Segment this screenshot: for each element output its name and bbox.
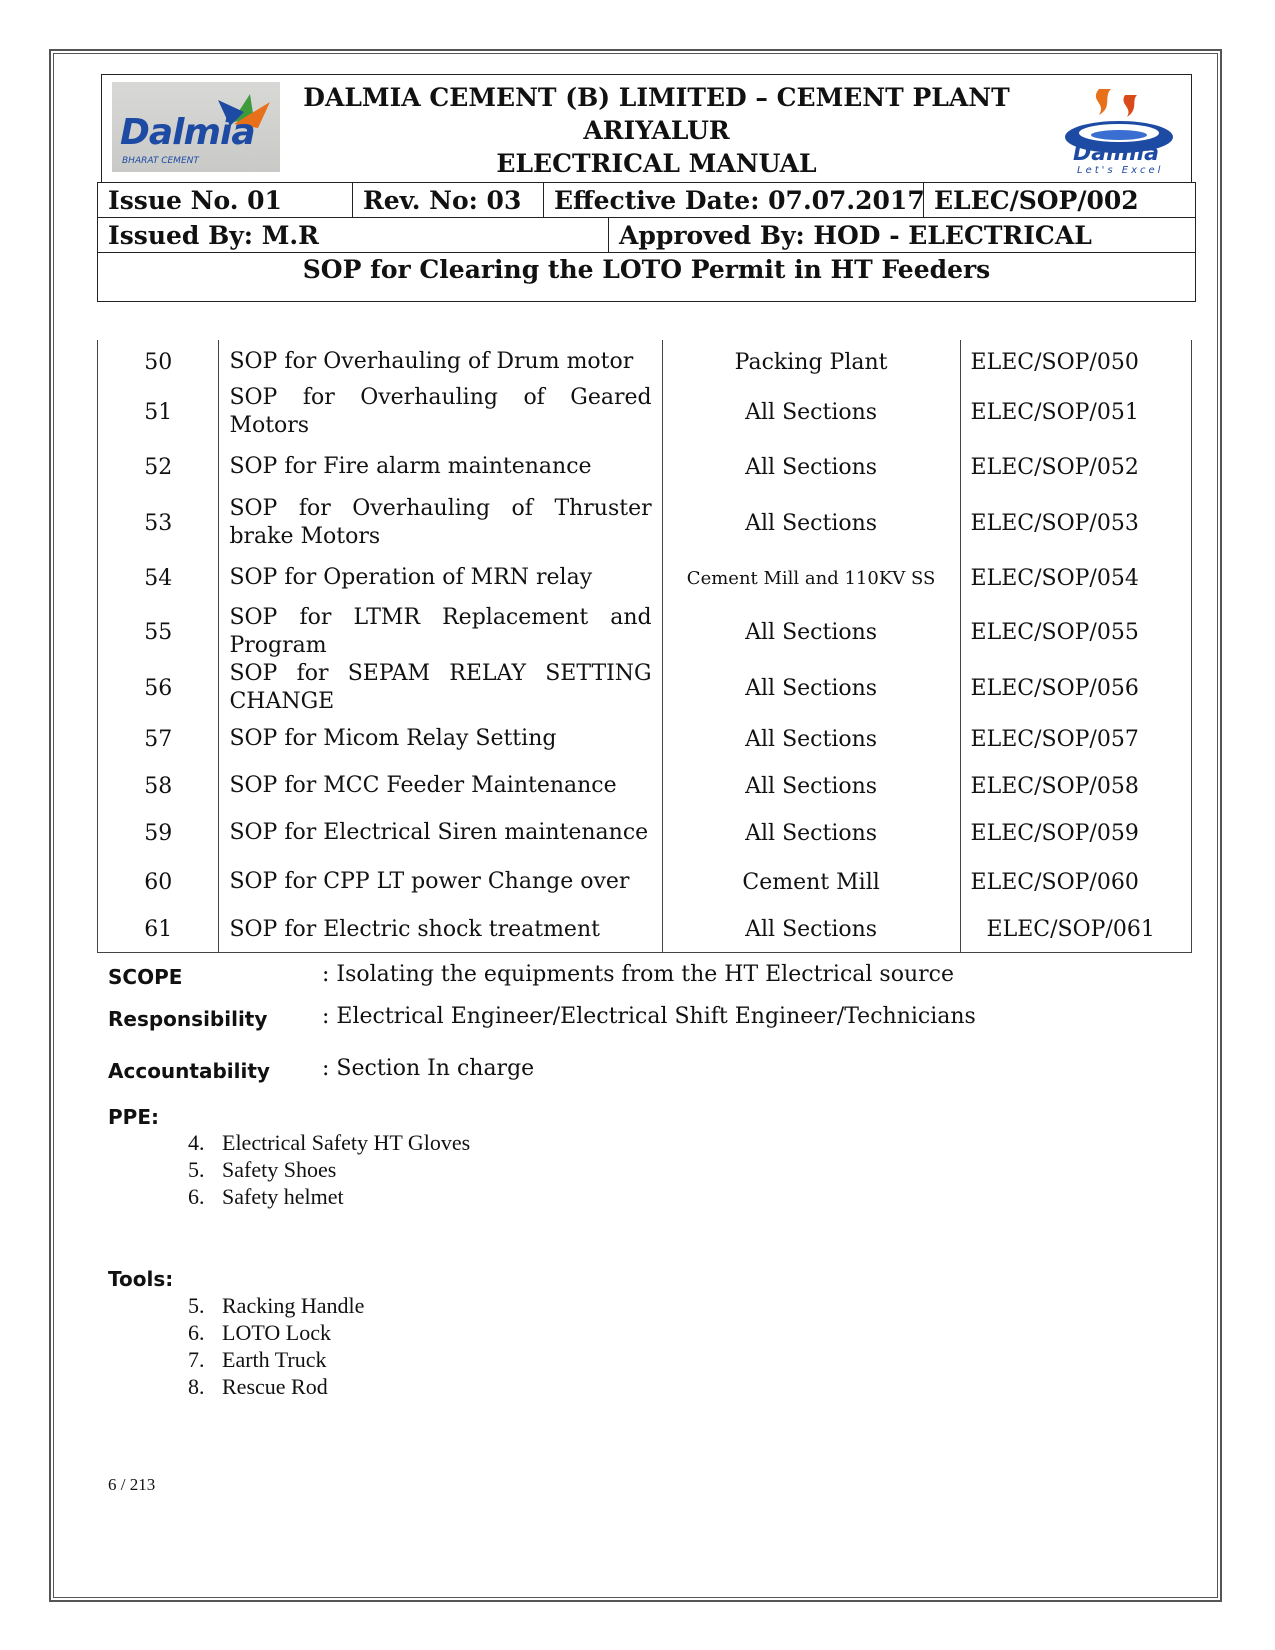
issue-number: Issue No. 01	[108, 185, 282, 215]
sop-title: SOP for Operation of MRN relay	[219, 552, 662, 604]
sop-section: All Sections	[662, 440, 960, 494]
row-number: 60	[98, 856, 219, 908]
sop-code: ELEC/SOP/053	[960, 494, 1191, 552]
sop-section: All Sections	[662, 810, 960, 856]
sop-code: ELEC/SOP/056	[960, 660, 1191, 716]
table-row	[98, 340, 1192, 384]
row-number: 55	[98, 604, 219, 660]
table-row	[98, 716, 1192, 762]
sop-section: All Sections	[662, 384, 960, 440]
row-number: 52	[98, 440, 219, 494]
sop-code: ELEC/SOP/051	[960, 384, 1191, 440]
sop-title: SOP for CPP LT power Change over	[219, 856, 662, 908]
sop-section: All Sections	[662, 762, 960, 810]
sop-section: Cement Mill and 110KV SS	[662, 552, 960, 604]
sop-title: SOP for Overhauling of Thruster brake Motors	[219, 494, 662, 552]
sop-list-table	[97, 340, 1192, 953]
sop-section: Cement Mill	[662, 856, 960, 908]
sop-title: SOP for Micom Relay Setting	[219, 716, 662, 762]
responsibility-value: : Electrical Engineer/Electrical Shift Engineer/Technicians	[322, 1004, 976, 1029]
table-row	[98, 552, 1192, 604]
effective-date: Effective Date: 07.07.2017	[543, 183, 923, 217]
list-number: 6.	[188, 1320, 205, 1345]
accountability-label: Accountability	[108, 1059, 270, 1083]
sop-code: ELEC/SOP/059	[960, 810, 1191, 856]
sop-section: All Sections	[662, 660, 960, 716]
list-item	[188, 1319, 364, 1346]
list-number: 6.	[188, 1184, 205, 1209]
approval-row	[97, 217, 1196, 252]
approved-by: Approved By: HOD - ELECTRICAL	[608, 218, 1195, 252]
sop-code: ELEC/SOP/057	[960, 716, 1191, 762]
logo-right-wordmark: Dalmia	[1073, 141, 1159, 166]
page-number: 6 / 213	[108, 1475, 156, 1494]
plant-location: ARIYALUR	[583, 116, 730, 145]
table-row	[98, 494, 1192, 552]
list-text: LOTO Lock	[222, 1320, 331, 1345]
table-row	[98, 856, 1192, 908]
document-header	[101, 74, 1192, 302]
row-number: 50	[98, 340, 219, 384]
dalmia-lets-excel-logo	[1059, 81, 1179, 177]
sop-title: SOP for Fire alarm maintenance	[219, 440, 662, 494]
list-text: Safety Shoes	[222, 1157, 337, 1182]
sop-section: All Sections	[662, 908, 960, 952]
row-number: 57	[98, 716, 219, 762]
sop-title: SOP for Overhauling of Geared Motors	[219, 384, 662, 440]
table-row	[98, 908, 1192, 952]
document-title: SOP for Clearing the LOTO Permit in HT Feeders	[97, 252, 1196, 302]
row-number: 61	[98, 908, 219, 952]
list-item	[188, 1129, 470, 1156]
sop-code: ELEC/SOP/060	[960, 856, 1191, 908]
list-number: 5.	[188, 1293, 205, 1318]
scope-value: : Isolating the equipments from the HT Electrical source	[322, 962, 954, 987]
manual-name: ELECTRICAL MANUAL	[496, 149, 817, 178]
sop-section: All Sections	[662, 716, 960, 762]
sop-code: ELEC/SOP/050	[960, 340, 1191, 384]
logo-left-wordmark: Dalmia	[120, 112, 255, 153]
document-code: ELEC/SOP/002	[923, 183, 1195, 217]
dalmia-bharat-logo	[112, 82, 280, 172]
list-number: 4.	[188, 1130, 205, 1155]
list-item	[188, 1183, 470, 1210]
table-row	[98, 384, 1192, 440]
company-name: DALMIA CEMENT (B) LIMITED – CEMENT PLANT	[303, 83, 1010, 112]
responsibility-label: Responsibility	[108, 1007, 268, 1031]
sop-title: SOP for MCC Feeder Maintenance	[219, 762, 662, 810]
sop-title: SOP for Electric shock treatment	[219, 908, 662, 952]
row-number: 56	[98, 660, 219, 716]
list-text: Earth Truck	[222, 1347, 327, 1372]
tools-heading: Tools:	[108, 1267, 174, 1291]
tools-list	[188, 1292, 364, 1400]
list-item	[188, 1156, 470, 1183]
list-item	[188, 1292, 364, 1319]
list-text: Rescue Rod	[222, 1374, 328, 1399]
sop-title: SOP for SEPAM RELAY SETTING CHANGE	[219, 660, 662, 716]
list-item	[188, 1373, 364, 1400]
accountability-value: : Section In charge	[322, 1056, 535, 1081]
revision-number: Rev. No: 03	[352, 183, 543, 217]
sop-code: ELEC/SOP/061	[960, 908, 1191, 952]
list-number: 8.	[188, 1374, 205, 1399]
table-row	[98, 604, 1192, 660]
row-number: 51	[98, 384, 219, 440]
sop-section: All Sections	[662, 494, 960, 552]
sop-section: Packing Plant	[662, 340, 960, 384]
sop-code: ELEC/SOP/055	[960, 604, 1191, 660]
row-number: 58	[98, 762, 219, 810]
sop-code: ELEC/SOP/058	[960, 762, 1191, 810]
sop-code: ELEC/SOP/054	[960, 552, 1191, 604]
row-number: 59	[98, 810, 219, 856]
list-text: Racking Handle	[222, 1293, 365, 1318]
sop-title: SOP for Overhauling of Drum motor	[219, 340, 662, 384]
logo-right-tagline: Let's Excel	[1077, 165, 1164, 176]
ppe-heading: PPE:	[108, 1105, 159, 1129]
table-row	[98, 762, 1192, 810]
list-number: 7.	[188, 1347, 205, 1372]
company-heading	[282, 81, 1031, 180]
list-text: Electrical Safety HT Gloves	[222, 1130, 471, 1155]
ppe-list	[188, 1129, 470, 1210]
issue-row	[97, 182, 1196, 217]
header-top	[101, 74, 1192, 182]
list-text: Safety helmet	[222, 1184, 344, 1209]
issued-by: Issued By: M.R	[108, 220, 319, 250]
sop-section: All Sections	[662, 604, 960, 660]
table-row	[98, 440, 1192, 494]
scope-label: SCOPE	[108, 965, 183, 989]
logo-left-subtitle: BHARAT CEMENT	[122, 156, 199, 166]
list-number: 5.	[188, 1157, 205, 1182]
table-row	[98, 660, 1192, 716]
sop-title: SOP for LTMR Replacement and Program	[219, 604, 662, 660]
row-number: 53	[98, 494, 219, 552]
sop-title: SOP for Electrical Siren maintenance	[219, 810, 662, 856]
sop-code: ELEC/SOP/052	[960, 440, 1191, 494]
list-item	[188, 1346, 364, 1373]
table-row	[98, 810, 1192, 856]
row-number: 54	[98, 552, 219, 604]
